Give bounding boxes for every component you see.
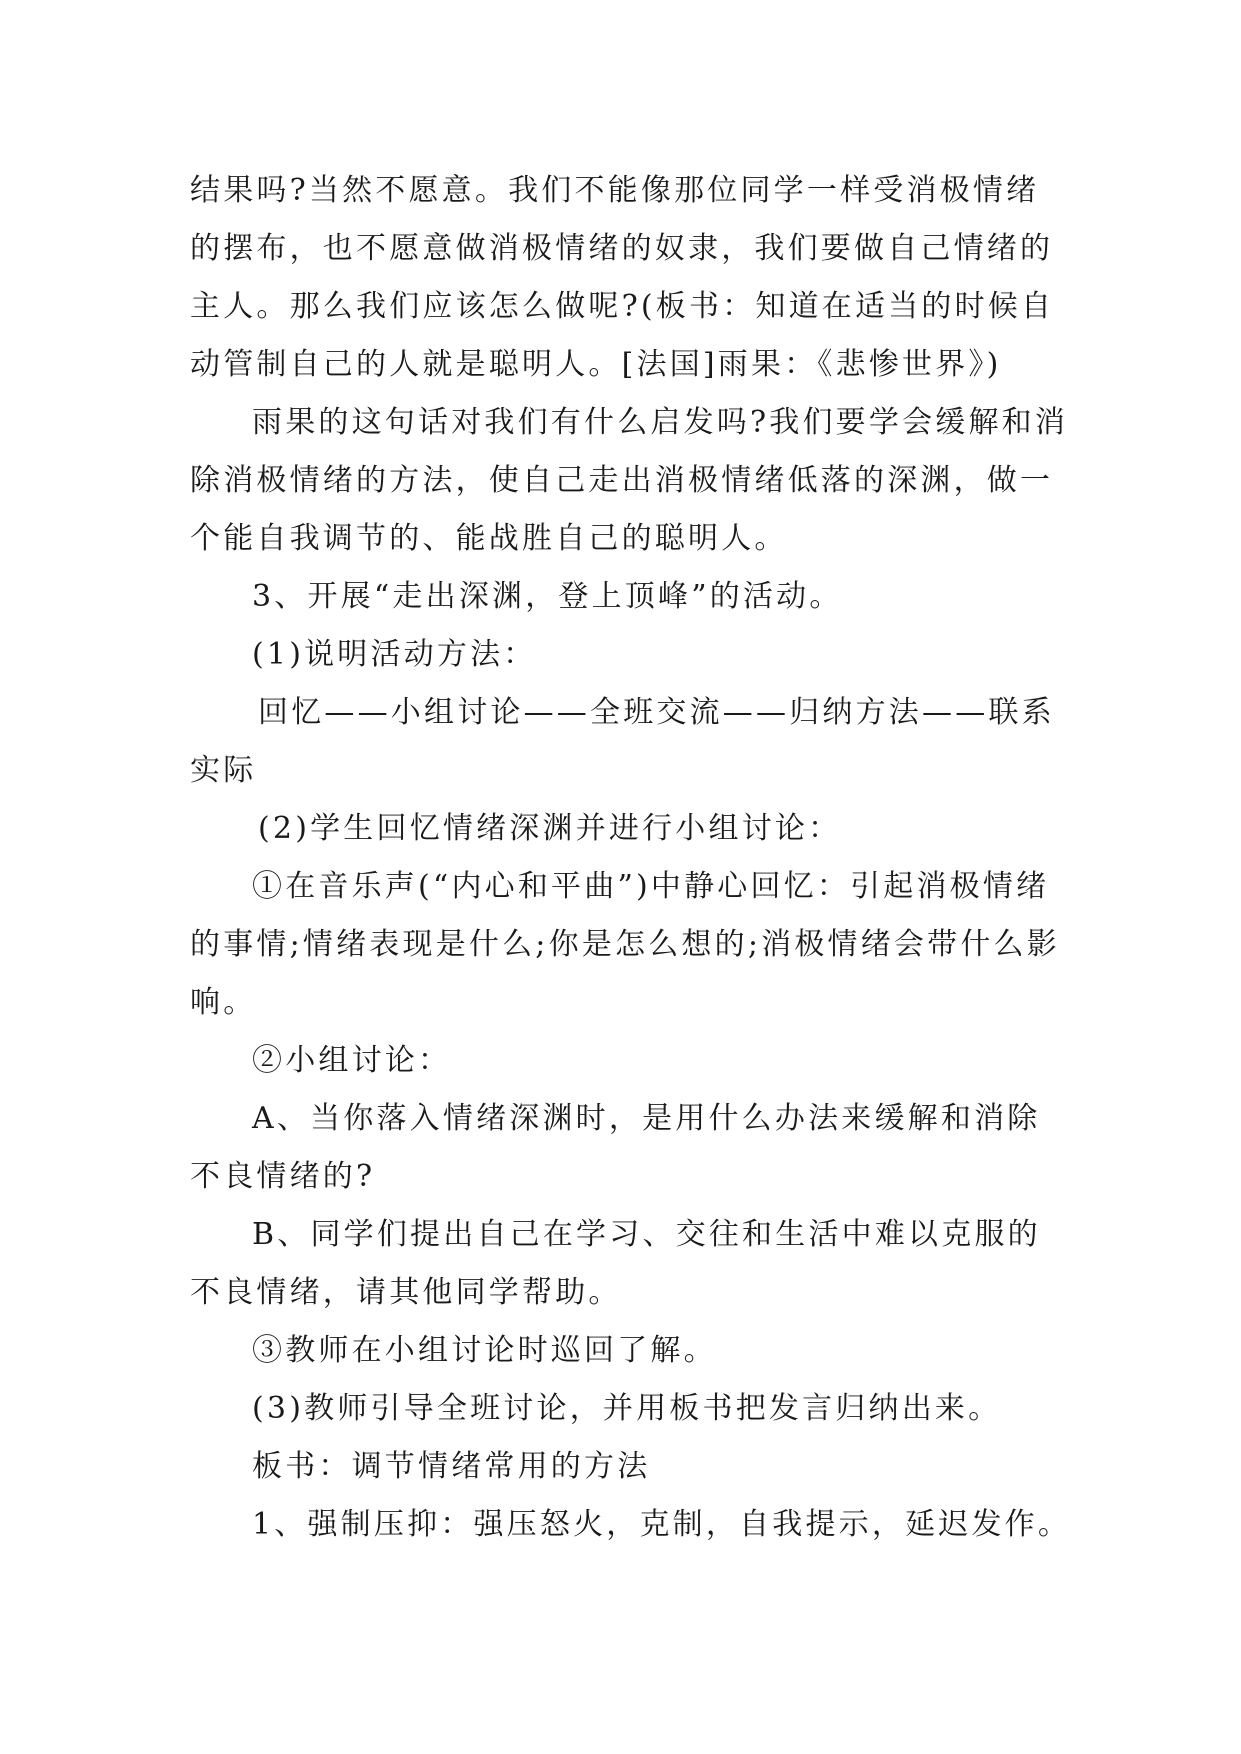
paragraph-teacher-patrol: ③教师在小组讨论时巡回了解。 — [252, 1333, 717, 1368]
paragraph-method-flow: 回忆——小组讨论——全班交流——归纳方法——联系实际 — [190, 695, 1055, 788]
paragraph-step-3: (3)教师引导全班讨论，并用板书把发言归纳出来。 — [252, 1391, 1002, 1426]
document-body — [190, 162, 1070, 1554]
paragraph-method-1: 1、强制压抑：强压怒火，克制，自我提示，延迟发作。 — [252, 1507, 1072, 1542]
paragraph-recall: ①在音乐声(“内心和平曲”)中静心回忆：引起消极情绪的事情;情绪表现是什么;你是怎么想的;消极情绪会带什么影响。 — [190, 869, 1060, 1020]
paragraph-step-2: (2)学生回忆情绪深渊并进行小组讨论： — [258, 811, 842, 846]
paragraph-activity-3: 3、开展“走出深渊，登上顶峰”的活动。 — [252, 579, 843, 614]
paragraph-hugo-inspiration: 雨果的这句话对我们有什么启发吗?我们要学会缓解和消除消极情绪的方法，使自己走出消极情绪低落的深渊，做一个能自我调节的、能战胜自己的聪明人。 — [190, 405, 1069, 556]
paragraph-step-1: (1)说明活动方法： — [252, 637, 537, 672]
paragraph-question-a: A、当你落入情绪深渊时，是用什么办法来缓解和消除不良情绪的? — [190, 1101, 1041, 1194]
paragraph-question-b: B、同学们提出自己在学习、交往和生活中难以克服的不良情绪，请其他同学帮助。 — [190, 1217, 1041, 1310]
paragraph-group-discussion: ②小组讨论： — [252, 1043, 452, 1078]
paragraph-board-heading: 板书：调节情绪常用的方法 — [252, 1449, 651, 1484]
paragraph-continuation: 结果吗?当然不愿意。我们不能像那位同学一样受消极情绪的摆布，也不愿意做消极情绪的奴隶，我们要做自己情绪的主人。那么我们应该怎么做呢?(板书：知道在适当的时候自动管制自己的人就是聪明人。[法国]雨果：《悲惨世界》) — [190, 173, 1055, 382]
